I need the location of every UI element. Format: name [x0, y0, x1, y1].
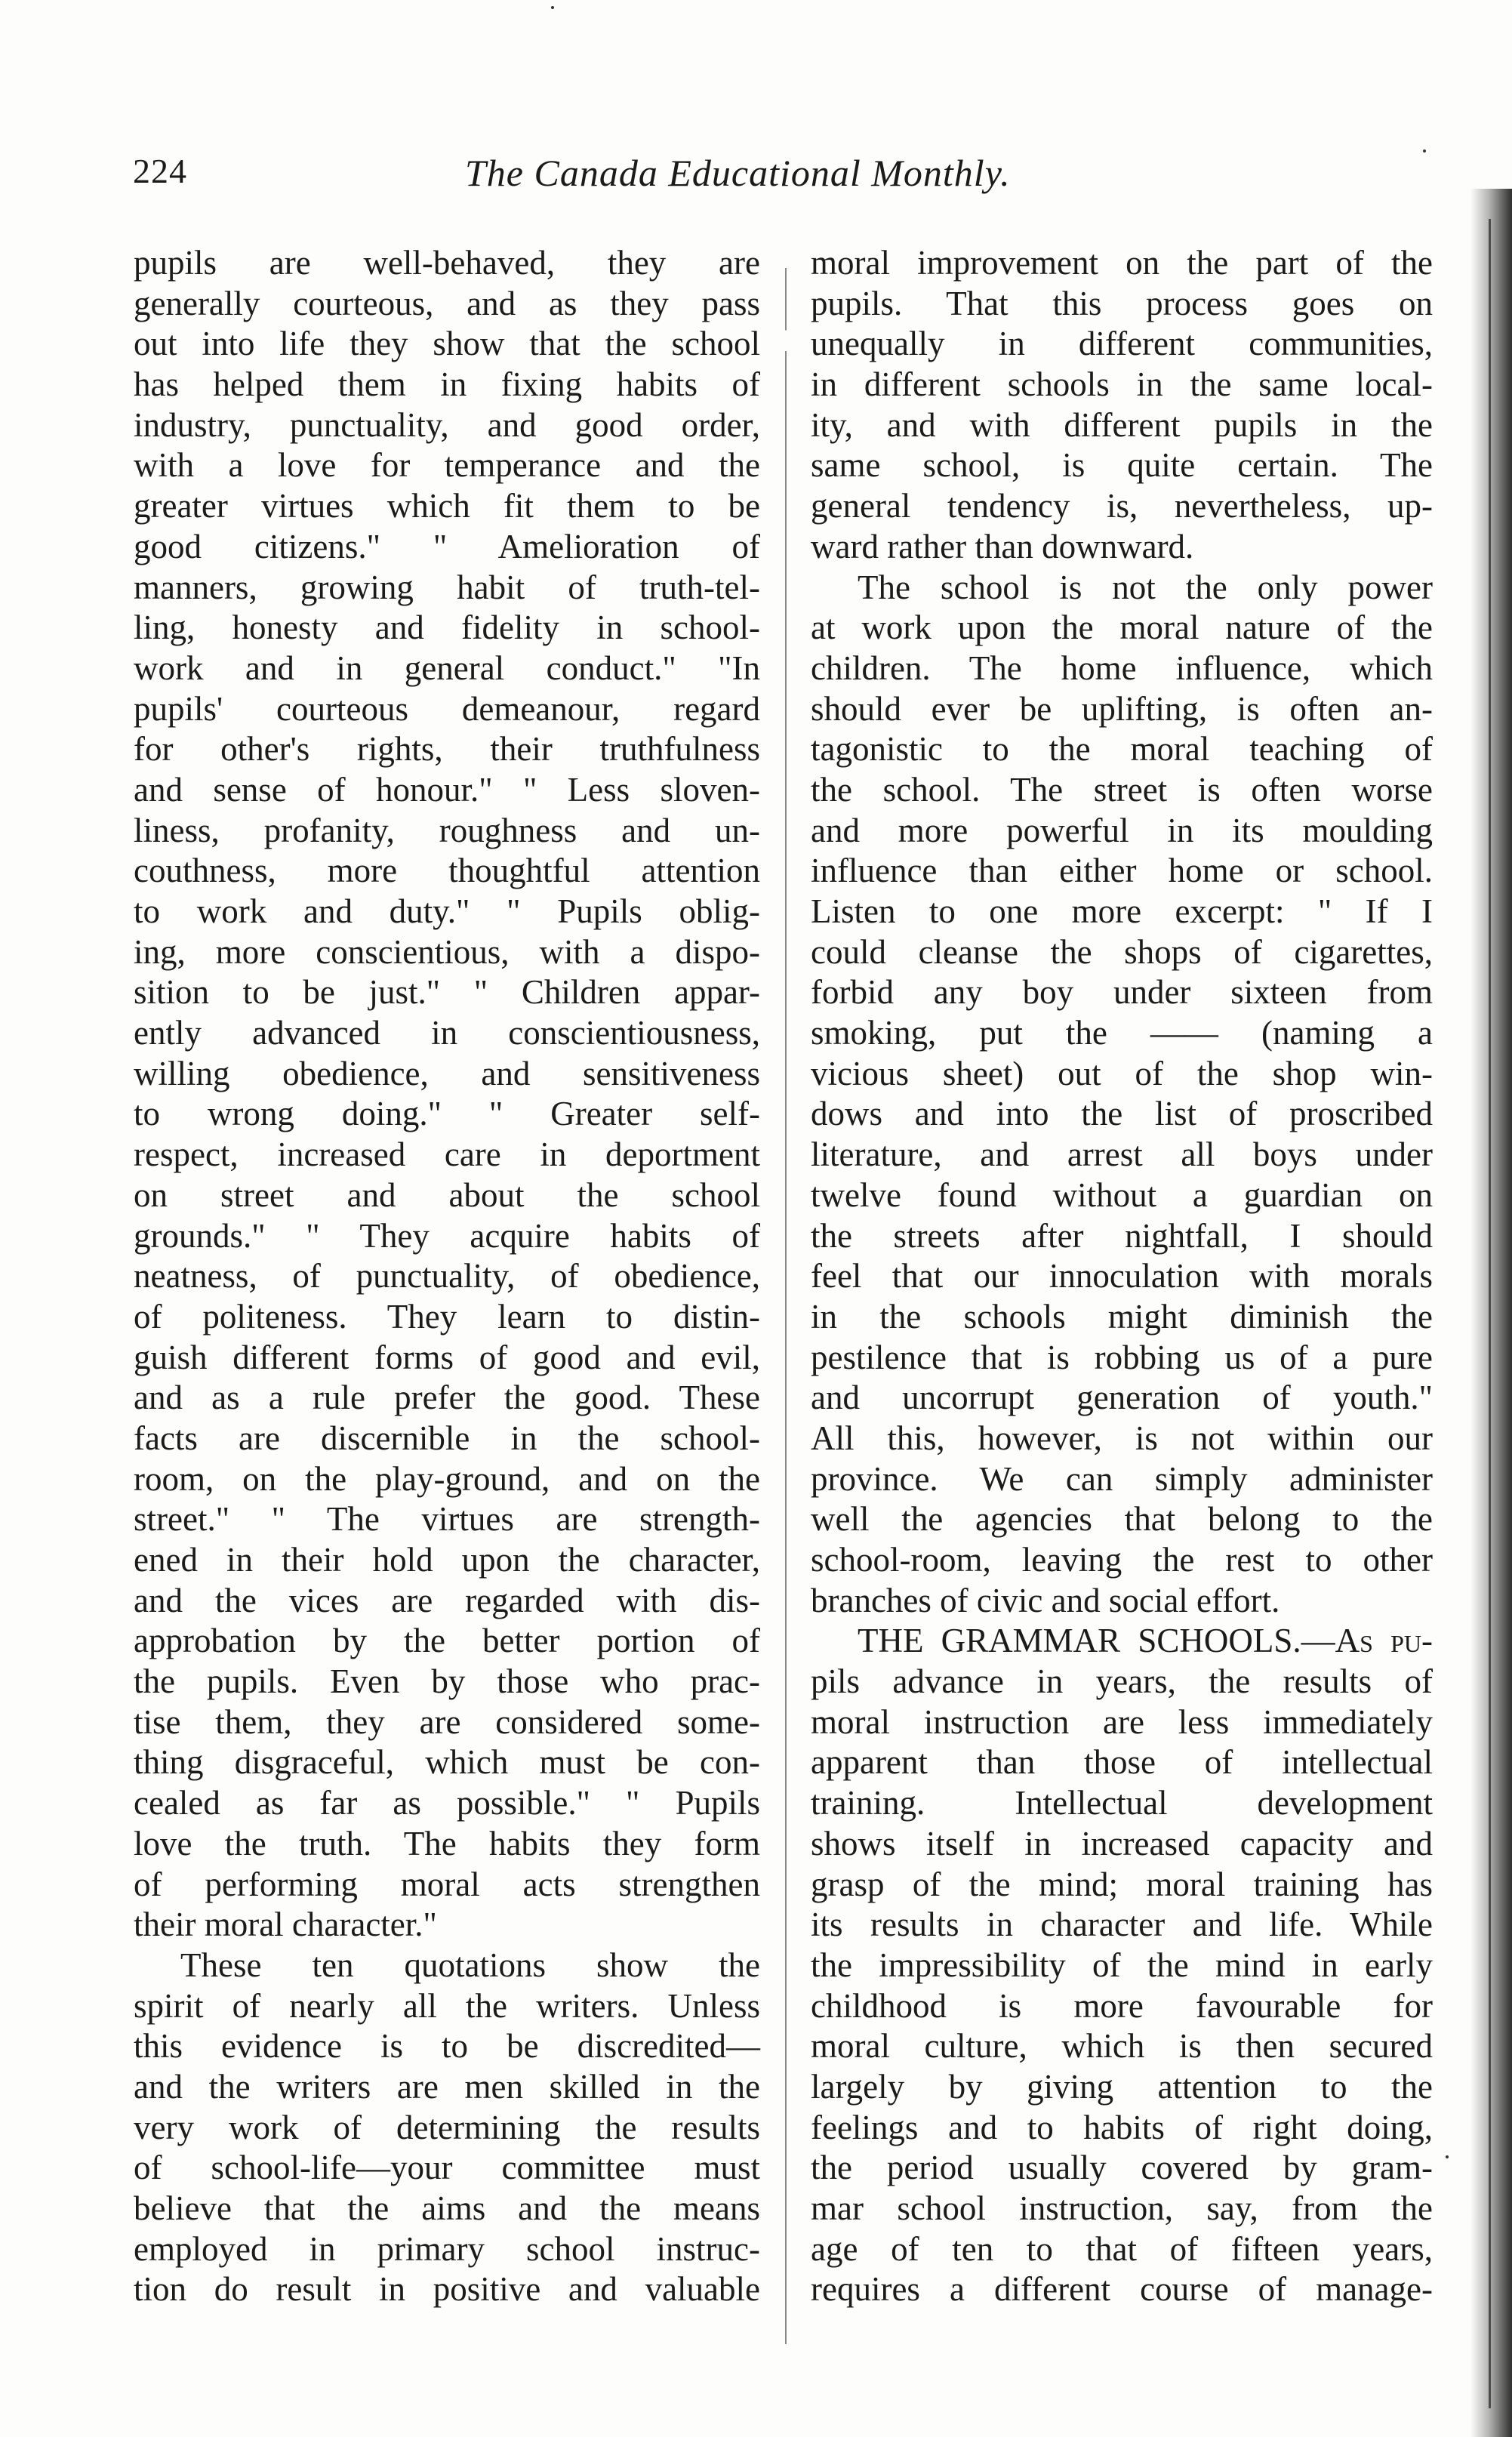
text-line: in the schools might diminish the	[811, 1297, 1433, 1336]
text-line: largely by giving attention to the	[811, 2067, 1433, 2106]
section-heading-line: THE GRAMMAR SCHOOLS.—As pu-	[858, 1622, 1433, 1660]
text-line: twelve found without a guardian on	[811, 1175, 1433, 1214]
text-line: manners, growing habit of truth-tel-	[134, 568, 760, 606]
right-column	[811, 243, 1433, 2310]
text-line: love the truth. The habits they form	[134, 1824, 760, 1862]
text-line: couthness, more thoughtful attention	[134, 852, 760, 890]
text-line: tion do result in positive and valuable	[134, 2270, 760, 2309]
text-line: literature, and arrest all boys under	[811, 1135, 1433, 1174]
page-number: 224	[133, 152, 187, 190]
text-line: the streets after nightfall, I should	[811, 1216, 1433, 1255]
text-line: at work upon the moral nature of the	[811, 608, 1433, 647]
text-line: their moral character."	[134, 1906, 437, 1944]
text-line: with a love for temperance and the	[134, 446, 760, 485]
page-header	[133, 151, 1122, 211]
text-line: ity, and with different pupils in the	[811, 405, 1433, 444]
scan-speck	[551, 6, 554, 9]
text-line: requires a different course of manage-	[811, 2270, 1433, 2309]
text-line: greater virtues which fit them to be	[134, 487, 760, 525]
page-edge-shadow	[1470, 189, 1512, 2437]
text-line: the period usually covered by gram-	[811, 2149, 1433, 2187]
text-line: moral improvement on the part of the	[811, 244, 1433, 282]
text-line: the impressibility of the mind in early	[811, 1946, 1433, 1984]
text-line: ing, more conscientious, with a dispo-	[134, 932, 760, 971]
text-line: well the agencies that belong to the	[811, 1500, 1433, 1539]
text-line: the pupils. Even by those who prac-	[134, 1662, 760, 1701]
text-line: forbid any boy under sixteen from	[811, 973, 1433, 1012]
page-edge-line	[1489, 219, 1491, 2408]
text-line: same school, is quite certain. The	[811, 446, 1433, 485]
left-column	[134, 243, 760, 2310]
text-line: for other's rights, their truthfulness	[134, 730, 760, 769]
text-line: ward rather than downward.	[811, 527, 1194, 565]
column-divider	[785, 268, 787, 2344]
text-line: in different schools in the same local-	[811, 365, 1433, 404]
text-line: respect, increased care in deportment	[134, 1135, 760, 1174]
text-line: the school. The street is often worse	[811, 770, 1433, 809]
text-line: unequally in different communities,	[811, 325, 1433, 363]
text-line: ently advanced in conscientiousness,	[134, 1014, 760, 1052]
text-line: training. Intellectual development	[811, 1784, 1433, 1822]
text-line: its results in character and life. While	[811, 1906, 1433, 1944]
text-line: influence than either home or school.	[811, 852, 1433, 890]
text-line: shows itself in increased capacity and	[811, 1824, 1433, 1862]
text-line: should ever be uplifting, is often an-	[811, 689, 1433, 728]
text-line: ened in their hold upon the character,	[134, 1541, 760, 1579]
text-line: could cleanse the shops of cigarettes,	[811, 932, 1433, 971]
running-title: The Canada Educational Monthly.	[465, 152, 1011, 194]
text-line: pupils. That this process goes on	[811, 284, 1433, 322]
scan-speck	[1446, 2155, 1449, 2158]
text-line: facts are discernible in the school-	[134, 1419, 760, 1457]
scan-speck	[1423, 149, 1426, 153]
text-line: Listen to one more excerpt: " If I	[811, 892, 1433, 930]
text-line: dows and into the list of proscribed	[811, 1095, 1433, 1133]
text-line: approbation by the better portion of	[134, 1622, 760, 1660]
text-line: industry, punctuality, and good order,	[134, 405, 760, 444]
text-line: liness, profanity, roughness and un-	[134, 811, 760, 849]
text-line: and as a rule prefer the good. These	[134, 1379, 760, 1417]
text-line: street." " The virtues are strength-	[134, 1500, 760, 1539]
text-line: moral instruction are less immediately	[811, 1702, 1433, 1741]
text-line: grasp of the mind; moral training has	[811, 1865, 1433, 1903]
text-line: All this, however, is not within our	[811, 1419, 1433, 1457]
text-line: thing disgraceful, which must be con-	[134, 1743, 760, 1782]
text-line: and the writers are men skilled in the	[134, 2067, 760, 2106]
text-line: sition to be just." " Children appar-	[134, 973, 760, 1012]
text-line: moral culture, which is then secured	[811, 2027, 1433, 2066]
text-line: ling, honesty and fidelity in school-	[134, 608, 760, 647]
text-line: work and in general conduct." "In	[134, 649, 760, 687]
text-line: children. The home influence, which	[811, 649, 1433, 687]
text-line: pupils' courteous demeanour, regard	[134, 689, 760, 728]
text-line: grounds." " They acquire habits of	[134, 1216, 760, 1255]
text-line: cealed as far as possible." " Pupils	[134, 1784, 760, 1822]
text-line: of politeness. They learn to distin-	[134, 1297, 760, 1336]
text-line: neatness, of punctuality, of obedience,	[134, 1257, 760, 1296]
text-line: of performing moral acts strengthen	[134, 1865, 760, 1903]
text-line: pestilence that is robbing us of a pure	[811, 1338, 1433, 1376]
text-line: believe that the aims and the means	[134, 2189, 760, 2227]
text-line: branches of civic and social effort.	[811, 1581, 1280, 1619]
text-line: tise them, they are considered some-	[134, 1702, 760, 1741]
text-line: pils advance in years, the results of	[811, 1662, 1433, 1701]
text-line: has helped them in fixing habits of	[134, 365, 760, 404]
text-line: childhood is more favourable for	[811, 1986, 1433, 2025]
text-line: school-room, leaving the rest to other	[811, 1541, 1433, 1579]
text-line: and the vices are regarded with dis-	[134, 1581, 760, 1619]
text-line: feelings and to habits of right doing,	[811, 2108, 1433, 2146]
text-line: on street and about the school	[134, 1175, 760, 1214]
text-line: out into life they show that the school	[134, 325, 760, 363]
text-line: and uncorrupt generation of youth."	[811, 1379, 1433, 1417]
text-line: very work of determining the results	[134, 2108, 760, 2146]
text-line: smoking, put the —— (naming a	[811, 1014, 1433, 1052]
text-line: feel that our innoculation with morals	[811, 1257, 1433, 1296]
text-line: mar school instruction, say, from the	[811, 2189, 1433, 2227]
text-line: to work and duty." " Pupils oblig-	[134, 892, 760, 930]
text-line: and sense of honour." " Less sloven-	[134, 770, 760, 809]
text-line: These ten quotations show the	[180, 1946, 760, 1984]
text-line: room, on the play-ground, and on the	[134, 1459, 760, 1498]
text-line: age of ten to that of fifteen years,	[811, 2229, 1433, 2268]
text-line: generally courteous, and as they pass	[134, 284, 760, 322]
text-line: province. We can simply administer	[811, 1459, 1433, 1498]
text-line: general tendency is, nevertheless, up-	[811, 487, 1433, 525]
text-line: and more powerful in its moulding	[811, 811, 1433, 849]
text-line: pupils are well-behaved, they are	[134, 244, 760, 282]
text-line: of school-life—your committee must	[134, 2149, 760, 2187]
text-line: guish different forms of good and evil,	[134, 1338, 760, 1376]
text-line: spirit of nearly all the writers. Unless	[134, 1986, 760, 2025]
text-line: employed in primary school instruc-	[134, 2229, 760, 2268]
text-line: willing obedience, and sensitiveness	[134, 1054, 760, 1092]
text-line: tagonistic to the moral teaching of	[811, 730, 1433, 769]
text-line: vicious sheet) out of the shop win-	[811, 1054, 1433, 1092]
text-line: to wrong doing." " Greater self-	[134, 1095, 760, 1133]
text-line: The school is not the only power	[858, 568, 1433, 606]
text-line: apparent than those of intellectual	[811, 1743, 1433, 1782]
text-line: this evidence is to be discredited—	[134, 2027, 760, 2066]
text-line: good citizens." " Amelioration of	[134, 527, 760, 565]
